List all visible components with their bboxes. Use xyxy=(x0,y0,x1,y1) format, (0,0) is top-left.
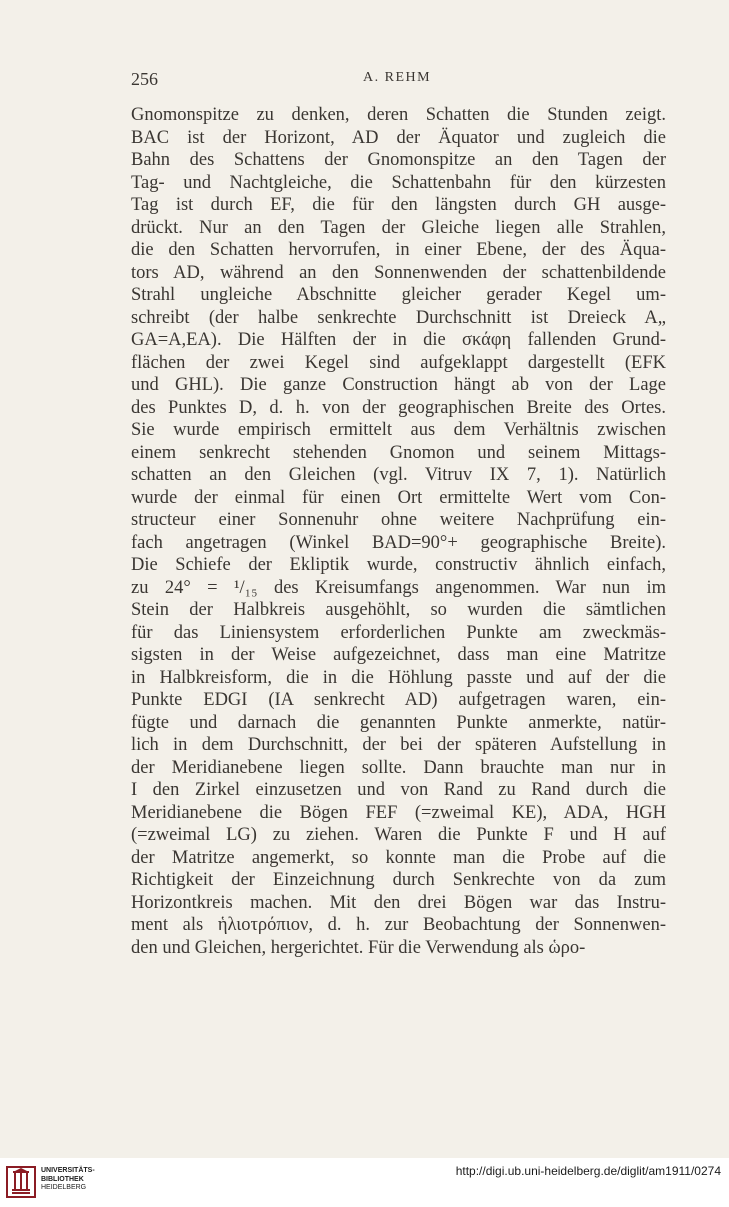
text-line: Gnomonspitze zu denken, deren Schatten die Stunden zeigt. xyxy=(131,105,666,125)
library-name-line: UNIVERSITÄTS- xyxy=(41,1167,95,1174)
text-line: lich in dem Durchschnitt, der bei der späteren Aufstellung in xyxy=(131,735,666,755)
text-line: fügte und darnach die genannten Punkte anmerkte, natür- xyxy=(131,712,666,733)
text-line: Sie wurde empirisch ermittelt aus dem Verhältnis zwischen xyxy=(131,420,666,440)
text-line: Die Schiefe der Ekliptik wurde, constructiv ähnlich einfach, xyxy=(131,555,666,575)
text-line: wurde der einmal für einen Ort ermittelte Wert vom Con- xyxy=(131,487,666,508)
page-number: 256 xyxy=(131,69,158,89)
text-line: Meridianebene die Bögen FEF (=zweimal KE), ADA, HGH xyxy=(131,802,666,823)
text-line: Stein der Halbkreis ausgehöhlt, so wurden die sämtlichen xyxy=(131,600,666,620)
text-line: schatten an den Gleichen (vgl. Vitruv IX 7, 1). Natürlich xyxy=(131,465,666,485)
text-line: Bahn des Schattens der Gnomonspitze an den Tagen der xyxy=(131,150,666,170)
text-line: structeur einer Sonnenuhr ohne weitere Nachprüfung ein- xyxy=(131,510,666,530)
text-line: Punkte EDGI (IA senkrecht AD) aufgetragen waren, ein- xyxy=(131,690,666,710)
text-line: tors AD, während an den Sonnenwenden der schattenbildende xyxy=(131,262,666,283)
body-text xyxy=(131,104,666,959)
text-line: Richtigkeit der Einzeichnung durch Senkrechte von da zum xyxy=(131,870,666,890)
text-line: der Matritze angemerkt, so konnte man die Probe auf die xyxy=(131,847,666,868)
text-line: des Punktes D, d. h. von der geographischen Breite des Ortes. xyxy=(131,397,666,418)
text-line: die den Schatten hervorrufen, in einer Ebene, der des Äqua- xyxy=(131,240,666,260)
text-line: für das Liniensystem erforderlichen Punkte am zweckmäs- xyxy=(131,622,666,643)
text-line: der Meridianebene liegen sollte. Dann brauchte man nur in xyxy=(131,757,666,778)
text-line: den und Gleichen, hergerichtet. Für die Verwendung als ὡρο- xyxy=(131,937,586,958)
permalink-url[interactable]: http://digi.ub.uni-heidelberg.de/diglit/am1911/0274 xyxy=(455,1164,721,1178)
text-line: Tag ist durch EF, die für den längsten durch GH ausge- xyxy=(131,195,666,215)
library-name[interactable] xyxy=(41,1167,95,1193)
text-line: schreibt (der halbe senkrechte Durchschnitt ist Dreieck A„ xyxy=(131,307,666,328)
page-header xyxy=(131,69,666,93)
text-line: flächen der zwei Kegel sind aufgeklappt dargestellt (EFK xyxy=(131,352,666,373)
library-name-line: HEIDELBERG xyxy=(41,1184,87,1191)
footer-bar xyxy=(0,1158,729,1207)
running-head: A. REHM xyxy=(363,70,432,85)
library-logo-icon[interactable] xyxy=(6,1166,36,1198)
text-line: drückt. Nur an den Tagen der Gleiche liegen alle Strahlen, xyxy=(131,217,666,238)
text-line: einem senkrecht stehenden Gnomon und seinem Mittags- xyxy=(131,442,666,463)
text-line: fach angetragen (Winkel BAD=90°+ geographische Breite). xyxy=(131,532,666,553)
text-line: BAC ist der Horizont, AD der Äquator und zugleich die xyxy=(131,127,666,148)
text-line: Horizontkreis machen. Mit den drei Bögen war das Instru- xyxy=(131,892,666,913)
text-line: Tag- und Nachtgleiche, die Schattenbahn für den kürzesten xyxy=(131,172,666,193)
text-line: (=zweimal LG) zu ziehen. Waren die Punkte F und H auf xyxy=(131,825,666,845)
text-line: zu 24° = ¹/₁₅ des Kreisumfangs angenommen. War nun im xyxy=(131,577,666,598)
text-line: und GHL). Die ganze Construction hängt ab von der Lage xyxy=(131,375,666,395)
text-line: sigsten in der Weise aufgezeichnet, dass man eine Matritze xyxy=(131,645,666,665)
text-line: GA=A,EA). Die Hälften der in die σκάφη fallenden Grund- xyxy=(131,330,666,350)
text-line: ment als ἡλιοτρόπιον, d. h. zur Beobachtung der Sonnenwen- xyxy=(131,915,666,935)
text-line: I den Zirkel einzusetzen und von Rand zu Rand durch die xyxy=(131,780,666,800)
library-name-line: BIBLIOTHEK xyxy=(41,1175,84,1183)
text-line: Strahl ungleiche Abschnitte gleicher gerader Kegel um- xyxy=(131,285,666,305)
text-line: in Halbkreisform, die in die Höhlung passte und auf der die xyxy=(131,667,666,688)
